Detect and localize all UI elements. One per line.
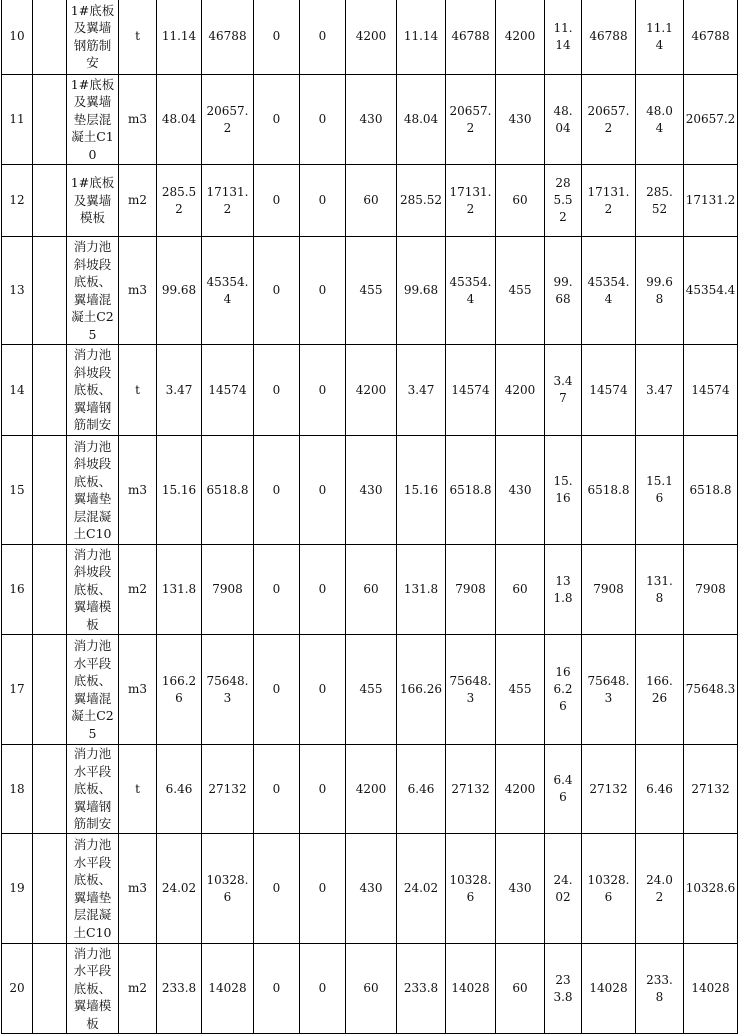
unit-price-cell: 455 [346, 237, 397, 345]
contract-amount-text: 14574 [208, 382, 247, 397]
change-quantity-cell: 0 [254, 436, 300, 545]
table-row [2, 0, 738, 75]
settled-unit-price-cell: 60 [496, 944, 545, 1034]
settled-quantity-cell [545, 834, 582, 944]
table-row [2, 635, 738, 745]
revised-amount-cell [446, 237, 496, 345]
contract-amount-text: 75648.3 [206, 673, 249, 705]
item-name-text: 1#底板及翼墙钢筋制安 [70, 2, 115, 70]
revised-quantity-cell: 131.8 [397, 545, 446, 635]
item-name-text: 消力池水平段底板、翼墙垫层混凝土C10 [73, 837, 112, 940]
table-row [2, 944, 738, 1034]
blank-cell [33, 0, 67, 75]
change-amount-cell: 0 [300, 75, 346, 165]
contract-quantity-cell [157, 944, 202, 1034]
settled-amount-text: 20657.2 [587, 103, 630, 135]
revised-amount-text: 17131.2 [449, 184, 492, 216]
final-amount-text: 75648.3 [685, 682, 736, 696]
change-quantity-cell: 0 [254, 745, 300, 834]
unit-price-cell: 4200 [346, 345, 397, 436]
revised-amount-cell [446, 165, 496, 237]
final-amount-cell [684, 944, 738, 1034]
contract-amount-text: 20657.2 [206, 103, 249, 135]
contract-amount-cell [202, 165, 254, 237]
settled-quantity-text: 3.47 [553, 374, 573, 405]
contract-quantity-text: 48.04 [161, 112, 197, 126]
unit-cell: m3 [119, 635, 157, 745]
final-amount-cell [684, 237, 738, 345]
change-quantity-cell: 0 [254, 345, 300, 436]
settled-quantity-text: 285.52 [553, 176, 573, 224]
item-name-cell [67, 0, 119, 75]
contract-amount-cell [202, 944, 254, 1034]
settled-quantity-cell [545, 0, 582, 75]
item-name-cell [67, 834, 119, 944]
revised-amount-cell [446, 345, 496, 436]
unit-cell: m2 [119, 545, 157, 635]
settled-quantity-text: 233.8 [553, 972, 573, 1004]
final-amount-cell [684, 165, 738, 237]
revised-quantity-cell: 233.8 [397, 944, 446, 1034]
revised-amount-cell [446, 75, 496, 165]
settled-quantity-cell [545, 745, 582, 834]
settled-amount-text: 7908 [593, 582, 624, 596]
final-quantity-cell [636, 745, 684, 834]
item-number-cell: 11 [2, 75, 33, 165]
contract-quantity-text: 11.14 [161, 29, 197, 43]
contract-quantity-cell [157, 436, 202, 545]
table-row [2, 545, 738, 635]
item-name-cell [67, 345, 119, 436]
contract-amount-cell [202, 0, 254, 75]
item-name-text: 消力池水平段底板、翼墙钢筋制安 [73, 746, 112, 832]
item-number-cell: 10 [2, 0, 33, 75]
settled-unit-price-cell: 60 [496, 165, 545, 237]
settled-amount-cell [582, 345, 636, 436]
contract-quantity-cell [157, 237, 202, 345]
final-amount-cell [684, 745, 738, 834]
unit-cell: m3 [119, 75, 157, 165]
revised-amount-text: 75648.3 [449, 673, 492, 705]
item-name-text: 消力池水平段底板、翼墙模板 [73, 945, 112, 1031]
contract-amount-cell [202, 745, 254, 834]
settled-quantity-text: 48.04 [553, 103, 573, 135]
final-quantity-text: 131.8 [646, 573, 673, 605]
settled-unit-price-cell: 430 [496, 834, 545, 944]
item-name-text: 1#底板及翼墙模板 [70, 175, 115, 226]
final-amount-text: 17131.2 [685, 193, 736, 207]
final-quantity-text: 3.47 [646, 382, 673, 397]
contract-quantity-text: 131.8 [161, 582, 197, 596]
final-quantity-text: 99.68 [646, 274, 673, 306]
blank-cell [33, 745, 67, 834]
final-quantity-cell [636, 944, 684, 1034]
change-amount-cell: 0 [300, 165, 346, 237]
item-name-cell [67, 436, 119, 545]
final-amount-cell [684, 834, 738, 944]
contract-quantity-text: 15.16 [161, 482, 197, 497]
unit-cell: m2 [119, 944, 157, 1034]
item-number-cell: 19 [2, 834, 33, 944]
unit-price-cell: 430 [346, 75, 397, 165]
settled-unit-price-cell: 4200 [496, 345, 545, 436]
settled-quantity-cell [545, 75, 582, 165]
contract-amount-cell [202, 436, 254, 545]
final-amount-cell [684, 635, 738, 745]
final-quantity-text: 24.02 [646, 872, 673, 904]
settled-amount-cell [582, 944, 636, 1034]
contract-quantity-cell [157, 75, 202, 165]
contract-quantity-text: 6.46 [165, 781, 193, 796]
change-quantity-cell: 0 [254, 237, 300, 345]
revised-quantity-cell: 11.14 [397, 0, 446, 75]
final-amount-text: 46788 [691, 29, 730, 43]
contract-quantity-cell [157, 165, 202, 237]
revised-amount-text: 27132 [451, 781, 490, 796]
final-amount-text: 10328.6 [685, 881, 736, 895]
contract-amount-text: 27132 [208, 781, 247, 796]
table-row [2, 345, 738, 436]
revised-quantity-cell: 6.46 [397, 745, 446, 834]
settled-unit-price-cell: 430 [496, 75, 545, 165]
revised-amount-cell [446, 635, 496, 745]
contract-quantity-text: 3.47 [165, 382, 193, 397]
table-row [2, 745, 738, 834]
contract-quantity-text: 285.52 [161, 184, 197, 216]
settled-unit-price-cell: 4200 [496, 0, 545, 75]
table-row [2, 75, 738, 165]
settled-quantity-text: 15.16 [553, 474, 573, 505]
settled-unit-price-cell: 60 [496, 545, 545, 635]
unit-cell: m3 [119, 436, 157, 545]
final-amount-cell [684, 75, 738, 165]
contract-quantity-text: 99.68 [161, 283, 197, 297]
settled-amount-text: 10328.6 [587, 872, 630, 904]
item-number-cell: 15 [2, 436, 33, 545]
settled-quantity-text: 131.8 [553, 573, 573, 605]
contract-quantity-cell [157, 545, 202, 635]
change-quantity-cell: 0 [254, 635, 300, 745]
item-number-cell: 12 [2, 165, 33, 237]
settled-amount-cell [582, 165, 636, 237]
change-amount-cell: 0 [300, 745, 346, 834]
item-name-text: 消力池水平段底板、翼墙混凝土C25 [71, 638, 114, 741]
final-amount-text: 7908 [695, 582, 726, 596]
final-quantity-cell [636, 635, 684, 745]
final-quantity-cell [636, 0, 684, 75]
blank-cell [33, 436, 67, 545]
item-number-cell: 18 [2, 745, 33, 834]
settled-quantity-cell [545, 545, 582, 635]
contract-amount-text: 45354.4 [206, 274, 249, 306]
contract-quantity-text: 24.02 [161, 881, 197, 895]
unit-price-cell: 60 [346, 545, 397, 635]
revised-amount-text: 14574 [451, 382, 490, 397]
settled-amount-cell [582, 745, 636, 834]
item-name-cell [67, 745, 119, 834]
final-amount-cell [684, 345, 738, 436]
contract-amount-text: 10328.6 [206, 872, 249, 904]
change-amount-cell: 0 [300, 345, 346, 436]
revised-quantity-cell: 285.52 [397, 165, 446, 237]
final-quantity-text: 6.46 [646, 781, 673, 796]
item-name-text: 消力池斜坡段底板、翼墙混凝土C25 [71, 239, 114, 342]
final-amount-text: 27132 [691, 781, 730, 796]
blank-cell [33, 165, 67, 237]
settled-amount-cell [582, 436, 636, 545]
blank-cell [33, 944, 67, 1034]
settled-quantity-text: 166.26 [553, 665, 573, 713]
revised-amount-text: 45354.4 [449, 274, 492, 306]
final-quantity-text: 233.8 [646, 972, 673, 1004]
settled-amount-text: 14574 [589, 382, 628, 397]
settled-quantity-cell [545, 345, 582, 436]
revised-amount-text: 6518.8 [449, 482, 492, 497]
contract-quantity-cell [157, 0, 202, 75]
table-row [2, 237, 738, 345]
revised-amount-text: 46788 [451, 29, 490, 43]
settled-amount-cell [582, 237, 636, 345]
final-quantity-cell [636, 436, 684, 545]
settled-quantity-cell [545, 436, 582, 545]
revised-quantity-cell: 3.47 [397, 345, 446, 436]
blank-cell [33, 237, 67, 345]
change-amount-cell: 0 [300, 545, 346, 635]
blank-cell [33, 75, 67, 165]
settled-amount-text: 45354.4 [587, 274, 630, 306]
final-quantity-cell [636, 345, 684, 436]
revised-amount-cell [446, 0, 496, 75]
revised-amount-cell [446, 545, 496, 635]
revised-amount-cell [446, 436, 496, 545]
settled-amount-text: 27132 [589, 781, 628, 796]
blank-cell [33, 345, 67, 436]
quantity-price-table [1, 0, 738, 1034]
settled-amount-cell [582, 0, 636, 75]
final-amount-cell [684, 436, 738, 545]
settled-quantity-cell [545, 944, 582, 1034]
final-amount-text: 14028 [691, 981, 730, 995]
item-name-text: 消力池斜坡段底板、翼墙垫层混凝土C10 [73, 438, 112, 541]
final-amount-cell [684, 0, 738, 75]
table-row [2, 165, 738, 237]
settled-amount-cell [582, 545, 636, 635]
unit-price-cell: 430 [346, 436, 397, 545]
change-amount-cell: 0 [300, 436, 346, 545]
contract-amount-cell [202, 545, 254, 635]
table-row [2, 834, 738, 944]
change-amount-cell: 0 [300, 237, 346, 345]
settled-quantity-text: 24.02 [553, 872, 573, 904]
settled-amount-text: 6518.8 [587, 482, 630, 497]
settled-quantity-text: 99.68 [553, 274, 573, 306]
change-amount-cell: 0 [300, 0, 346, 75]
revised-quantity-cell: 99.68 [397, 237, 446, 345]
settled-amount-cell [582, 834, 636, 944]
unit-price-cell: 430 [346, 834, 397, 944]
contract-amount-cell [202, 237, 254, 345]
unit-price-cell: 455 [346, 635, 397, 745]
item-name-cell [67, 944, 119, 1034]
final-quantity-cell [636, 834, 684, 944]
change-quantity-cell: 0 [254, 165, 300, 237]
revised-quantity-cell: 15.16 [397, 436, 446, 545]
blank-cell [33, 545, 67, 635]
contract-amount-text: 6518.8 [206, 482, 249, 497]
settled-amount-cell [582, 635, 636, 745]
unit-price-cell: 60 [346, 944, 397, 1034]
item-name-text: 1#底板及翼墙垫层混凝土C10 [70, 76, 115, 162]
item-name-cell [67, 545, 119, 635]
change-quantity-cell: 0 [254, 545, 300, 635]
settled-amount-text: 75648.3 [587, 673, 630, 705]
final-quantity-cell [636, 545, 684, 635]
contract-amount-cell [202, 834, 254, 944]
settled-amount-cell [582, 75, 636, 165]
blank-cell [33, 834, 67, 944]
item-number-cell: 14 [2, 345, 33, 436]
final-amount-cell [684, 545, 738, 635]
change-quantity-cell: 0 [254, 944, 300, 1034]
revised-quantity-cell: 48.04 [397, 75, 446, 165]
item-number-cell: 17 [2, 635, 33, 745]
settled-quantity-text: 6.46 [553, 773, 573, 804]
final-quantity-text: 11.14 [646, 20, 673, 52]
change-amount-cell: 0 [300, 944, 346, 1034]
item-number-cell: 13 [2, 237, 33, 345]
change-quantity-cell: 0 [254, 834, 300, 944]
contract-amount-cell [202, 75, 254, 165]
final-quantity-text: 285.52 [646, 184, 673, 216]
contract-quantity-cell [157, 345, 202, 436]
unit-cell: t [119, 345, 157, 436]
item-number-cell: 16 [2, 545, 33, 635]
unit-cell: t [119, 0, 157, 75]
contract-amount-text: 46788 [208, 29, 247, 43]
revised-amount-cell [446, 834, 496, 944]
final-quantity-cell [636, 165, 684, 237]
unit-price-cell: 60 [346, 165, 397, 237]
settled-quantity-cell [545, 165, 582, 237]
final-quantity-text: 166.26 [646, 673, 673, 705]
revised-amount-text: 7908 [455, 582, 486, 596]
settled-unit-price-cell: 455 [496, 237, 545, 345]
contract-amount-text: 14028 [208, 981, 247, 995]
revised-amount-cell [446, 745, 496, 834]
contract-quantity-cell [157, 745, 202, 834]
item-name-cell [67, 237, 119, 345]
revised-amount-text: 20657.2 [449, 103, 492, 135]
settled-quantity-cell [545, 635, 582, 745]
contract-amount-text: 7908 [212, 582, 243, 596]
table-body [2, 0, 738, 1034]
revised-quantity-cell: 24.02 [397, 834, 446, 944]
final-amount-text: 14574 [691, 382, 730, 397]
settled-unit-price-cell: 4200 [496, 745, 545, 834]
final-amount-text: 6518.8 [689, 482, 732, 497]
settled-amount-text: 17131.2 [587, 184, 630, 216]
contract-quantity-cell [157, 635, 202, 745]
change-quantity-cell: 0 [254, 0, 300, 75]
contract-quantity-text: 233.8 [161, 981, 197, 995]
contract-amount-text: 17131.2 [206, 184, 249, 216]
unit-price-cell: 4200 [346, 745, 397, 834]
revised-amount-text: 14028 [451, 981, 490, 995]
final-quantity-cell [636, 75, 684, 165]
settled-amount-text: 14028 [589, 981, 628, 995]
settled-unit-price-cell: 455 [496, 635, 545, 745]
contract-quantity-cell [157, 834, 202, 944]
table-row [2, 436, 738, 545]
change-amount-cell: 0 [300, 834, 346, 944]
final-quantity-text: 15.16 [646, 474, 673, 505]
item-name-cell [67, 635, 119, 745]
settled-quantity-cell [545, 237, 582, 345]
change-quantity-cell: 0 [254, 75, 300, 165]
item-name-text: 消力池斜坡段底板、翼墙钢筋制安 [73, 347, 112, 433]
revised-amount-text: 10328.6 [449, 872, 492, 904]
contract-quantity-text: 166.26 [161, 673, 197, 705]
contract-amount-cell [202, 635, 254, 745]
item-name-cell [67, 75, 119, 165]
item-number-cell: 20 [2, 944, 33, 1034]
revised-quantity-cell: 166.26 [397, 635, 446, 745]
final-quantity-cell [636, 237, 684, 345]
unit-cell: m3 [119, 237, 157, 345]
unit-cell: m2 [119, 165, 157, 237]
change-amount-cell: 0 [300, 635, 346, 745]
final-amount-text: 20657.2 [685, 112, 736, 126]
item-name-text: 消力池斜坡段底板、翼墙模板 [73, 546, 112, 632]
final-quantity-text: 48.04 [646, 103, 673, 135]
contract-amount-cell [202, 345, 254, 436]
unit-cell: m3 [119, 834, 157, 944]
revised-amount-cell [446, 944, 496, 1034]
item-name-cell [67, 165, 119, 237]
blank-cell [33, 635, 67, 745]
settled-quantity-text: 11.14 [553, 20, 573, 52]
settled-unit-price-cell: 430 [496, 436, 545, 545]
settled-amount-text: 46788 [589, 29, 628, 43]
final-amount-text: 45354.4 [685, 283, 736, 297]
unit-price-cell: 4200 [346, 0, 397, 75]
unit-cell: t [119, 745, 157, 834]
